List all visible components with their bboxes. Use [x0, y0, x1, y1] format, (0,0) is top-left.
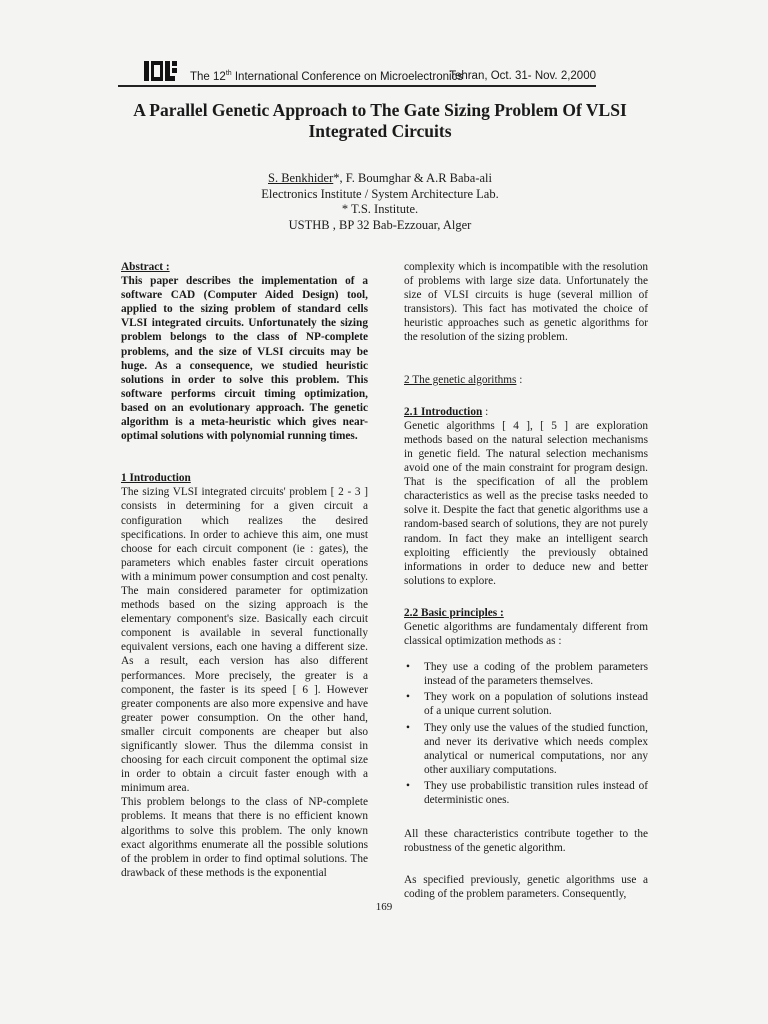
- section-2-2-body: Genetic algorithms are fundamentaly different from classical optimization methods as :: [404, 620, 648, 648]
- author-institute: * T.S. Institute.: [341, 202, 419, 216]
- list-item: • They use a coding of the problem parameters instead of the parameters themselves.: [406, 661, 648, 688]
- introduction-paragraph-2: This problem belongs to the class of NP-complete problems. It means that there is no efficient known algorithms to solve this problem. The only known exact algorithms enumerate all the possible solutions of the problem in order to find optimal solutions. The drawback of these methods is the exponential: [121, 796, 368, 879]
- principles-list: [404, 660, 648, 807]
- right-column: [404, 260, 648, 901]
- conference-date: Tehran, Oct. 31- Nov. 2,2000: [449, 70, 596, 82]
- list-item: • They work on a population of solutions instead of a unique current solution.: [406, 691, 648, 718]
- robustness-paragraph: All these characteristics contribute together to the robustness of the genetic algorithm.: [404, 828, 648, 855]
- list-item: • They only use the values of the studied function, and never its derivative which needs complex analytical or numerical computations, nor any other auxiliary computations.: [406, 721, 648, 776]
- left-column: [121, 260, 368, 880]
- title-line-1: A Parallel Genetic Approach to The Gate Sizing Problem Of VLSI: [133, 100, 627, 120]
- author-affiliation: Electronics Institute / System Architecture Lab.: [261, 186, 499, 201]
- section-2-2-heading: 2.2 Basic principles :: [404, 606, 504, 619]
- continued-paragraph: complexity which is incompatible with the resolution of problems with large size data. Unfortunately the size of VLSI circuits is huge (several million of transistors). This fact has motivated the choice of heuristic approaches such as genetic algorithms for the resolution of the sizing problem.: [404, 261, 648, 344]
- introduction-heading: 1 Introduction: [121, 472, 191, 485]
- abstract-body: This paper describes the implementation of a software CAD (Computer Aided Design) tool, applied to the sizing problem of standard cells VLSI integrated circuits. Unfortunately the sizing problem belongs to the class of NP-complete problems, and the size of VLSI circuits may be huge. As a consequence, we studied heuristic solutions in order to solve this problem. This software performs circuit timing optimization, based on an evolutionary approach. The genetic algorithm is a meta-heuristic which gives near-optimal solutions with polynomial running times.: [121, 275, 368, 443]
- conference-header: [118, 59, 596, 87]
- list-item: • They use probabilistic transition rules instead of deterministic ones.: [406, 779, 648, 806]
- abstract-heading: Abstract :: [121, 261, 170, 273]
- paper-title: [120, 100, 640, 142]
- coding-paragraph: As specified previously, genetic algorithms use a coding of the problem parameters. Consequently,: [404, 874, 648, 901]
- section-2-1-heading: 2.1 Introduction :: [404, 405, 489, 418]
- bullet-icon: •: [406, 661, 410, 674]
- author-block: [200, 171, 560, 233]
- conference-name: The 12th International Conference on Microelectronics: [190, 70, 464, 83]
- conference-logo-icon: [144, 59, 178, 83]
- title-line-2: Integrated Circuits: [308, 121, 452, 141]
- section-2-1-body: Genetic algorithms [ 4 ], [ 5 ] are exploration methods based on the natural selection mechanisms in genetic field. The natural selection mechanisms avoid one of the main constraint for program design. That is the specification of all the problem characteristics as well as the precise tasks needed to solve it. Despite the fact that genetic algorithms use a random-based search of solutions, they are not purely random. In fact they make an intelligent search exploiting efficiently the previously obtained informations in order to deduce new and better solutions to explore.: [404, 419, 648, 587]
- bullet-icon: •: [406, 691, 410, 704]
- section-2-heading: 2 The genetic algorithms :: [404, 373, 523, 386]
- author-address: USTHB , BP 32 Bab-Ezzouar, Alger: [288, 217, 472, 232]
- page-number: 169: [375, 901, 393, 913]
- bullet-icon: •: [406, 721, 410, 734]
- author-names: S. Benkhider*, F. Boumghar & A.R Baba-ali: [268, 171, 492, 185]
- bullet-icon: •: [406, 779, 410, 792]
- introduction-paragraph-1: The sizing VLSI integrated circuits' problem [ 2 - 3 ] consists in determining for a given circuit a configuration which realizes the desired specifications. In order to achieve this aim, one must choose for each circuit component (ie : gates), the parameters which enables faster circuit operations with a minimum power consumption and cost penalty. The main considered parameter for optimization methods based on the sizing approach is the elementary component's size. Basically each circuit component is available in several functionally equivalent versions, each one having a different size. As a result, each version has also different performances. More precisely, the greater is a component, the faster is its speed [ 6 ]. However greater components are also more expensive and have greater power consumption. On the other hand, smaller circuit components are cheaper but also significantly slower. Thus the dilemma consist in choosing for each circuit component the optimal size in order to obtain a circuit faster enough with a minimum area.: [121, 486, 368, 795]
